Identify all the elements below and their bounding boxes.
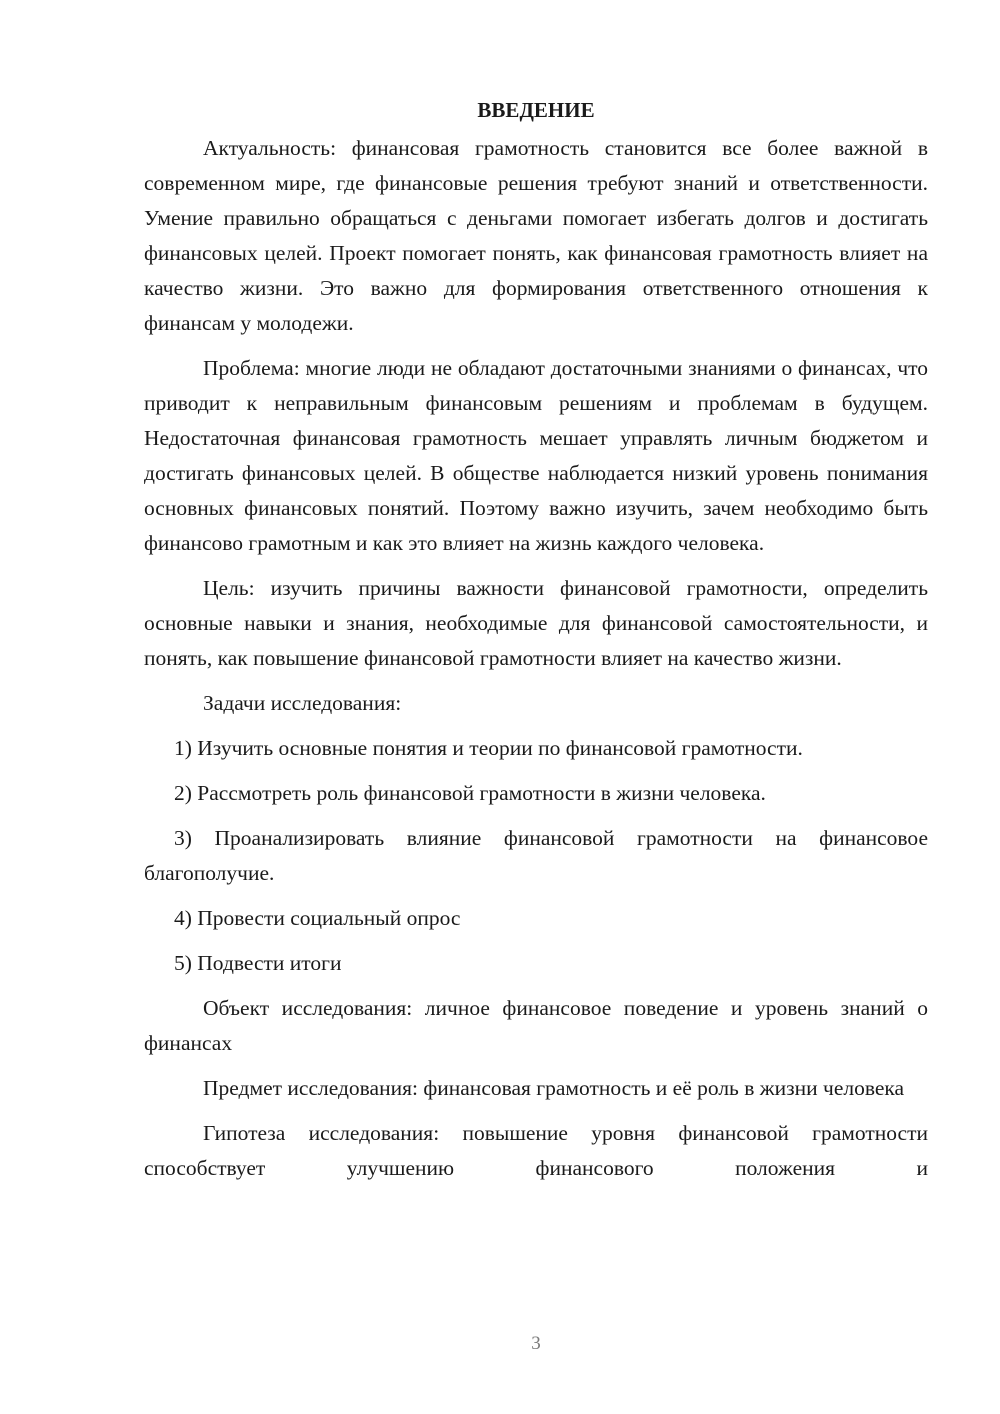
problem-paragraph: Проблема: многие люди не обладают достаточными знаниями о финансах, что приводит к неправильным финансовым решениям и проблемам в будущем. Недостаточная финансовая грамотность мешает управлять личным бюджетом и достигать финансовых целей. В обществе наблюдается низкий уровень понимания основных финансовых понятий. Поэтому важно изучить, зачем необходимо быть финансово грамотным и как это влияет на жизнь каждого человека. xyxy=(144,356,928,555)
task-item-3: 3) Проанализировать влияние финансовой грамотности на финансовое благополучие. xyxy=(144,826,928,885)
document-page xyxy=(144,95,928,1196)
hypothesis-paragraph: Гипотеза исследования: повышение уровня финансовой грамотности способствует улучшению финансового положения и xyxy=(144,1121,928,1180)
relevance-paragraph: Актуальность: финансовая грамотность становится все более важной в современном мире, где финансовые решения требуют знаний и ответственности. Умение правильно обращаться с деньгами помогает избегать долгов и достигать финансовых целей. Проект помогает понять, как финансовая грамотность влияет на качество жизни. Это важно для формирования ответственного отношения к финансам у молодежи. xyxy=(144,136,928,335)
task-item-5: 5) Подвести итоги xyxy=(174,951,342,975)
tasks-title: Задачи исследования: xyxy=(203,691,402,715)
object-paragraph: Объект исследования: личное финансовое поведение и уровень знаний о финансах xyxy=(144,996,928,1055)
task-item-1: 1) Изучить основные понятия и теории по финансовой грамотности. xyxy=(174,736,803,760)
task-item-2: 2) Рассмотреть роль финансовой грамотности в жизни человека. xyxy=(174,781,766,805)
section-heading: ВВЕДЕНИЕ xyxy=(477,98,595,122)
task-item-4: 4) Провести социальный опрос xyxy=(174,906,461,930)
subject-paragraph: Предмет исследования: финансовая грамотность и её роль в жизни человека xyxy=(203,1076,905,1100)
page-number: 3 xyxy=(531,1333,541,1354)
goal-paragraph: Цель: изучить причины важности финансовой грамотности, определить основные навыки и знания, необходимые для финансовой самостоятельности, и понять, как повышение финансовой грамотности влияет на качество жизни. xyxy=(144,576,928,670)
